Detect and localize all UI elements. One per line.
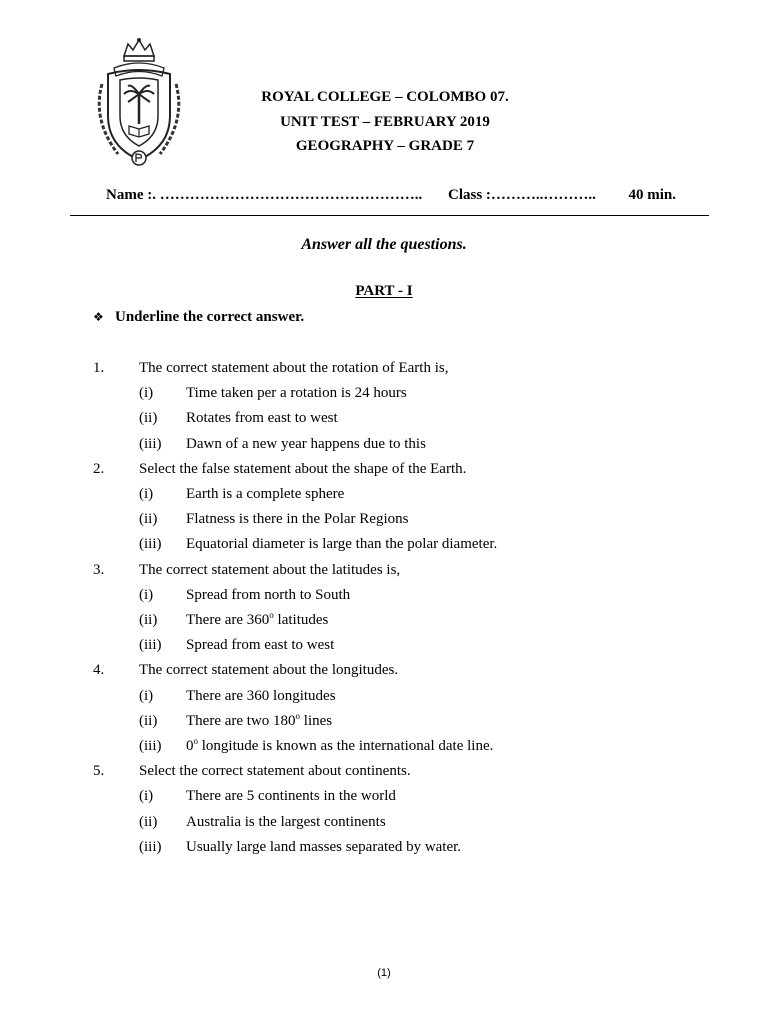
degree-superscript: o bbox=[193, 736, 198, 746]
class-field[interactable]: Class :………..……….. bbox=[448, 187, 596, 203]
option-label: (iii) bbox=[139, 536, 162, 553]
question-text: The correct statement about the longitudes. bbox=[139, 662, 399, 679]
option-label: (i) bbox=[139, 486, 154, 502]
option-text[interactable]: Earth is a complete sphere bbox=[186, 486, 345, 502]
option-text[interactable]: Spread from east to west bbox=[186, 637, 335, 654]
option-text[interactable]: Dawn of a new year happens due to this bbox=[186, 435, 426, 452]
option-label: (ii) bbox=[139, 612, 158, 628]
school-name: ROYAL COLLEGE – COLOMBO 07. bbox=[261, 89, 509, 105]
option-label: (iii) bbox=[139, 637, 162, 654]
option-text[interactable] bbox=[186, 712, 332, 730]
option-text[interactable]: Time taken per a rotation is 24 hours bbox=[186, 385, 407, 402]
question-number: 4. bbox=[93, 662, 105, 679]
part-title-text: PART - I bbox=[355, 283, 413, 299]
question-text: The correct statement about the latitudes is, bbox=[139, 561, 401, 578]
question-number: 1. bbox=[93, 360, 105, 376]
option-label: (iii) bbox=[139, 838, 162, 855]
question-number: 3. bbox=[93, 561, 105, 578]
diamond-bullet-icon: ❖ bbox=[93, 310, 104, 324]
option-text[interactable]: There are 360 longitudes bbox=[186, 687, 336, 704]
option-text-part: longitude is known as the international date line. bbox=[198, 738, 494, 754]
option-text[interactable]: Rotates from east to west bbox=[186, 410, 338, 427]
header-divider bbox=[70, 215, 709, 216]
option-label: (ii) bbox=[139, 511, 158, 528]
task-instruction bbox=[93, 308, 304, 326]
student-info-row bbox=[106, 186, 676, 204]
option-text-part: There are 360 bbox=[186, 612, 270, 628]
option-text[interactable]: Usually large land masses separated by water. bbox=[186, 838, 462, 855]
option-label: (ii) bbox=[139, 712, 158, 729]
task-text: Underline the correct answer. bbox=[115, 309, 305, 325]
question-number: 2. bbox=[93, 460, 105, 477]
option-label: (iii) bbox=[139, 738, 162, 754]
option-text[interactable]: Australia is the largest continents bbox=[186, 813, 386, 830]
subject-title: GEOGRAPHY – GRADE 7 bbox=[295, 138, 475, 154]
page-number: (1) bbox=[377, 967, 391, 979]
option-label: (i) bbox=[139, 687, 154, 704]
test-title: UNIT TEST – FEBRUARY 2019 bbox=[280, 114, 490, 130]
option-text-part: There are two 180 bbox=[186, 712, 296, 729]
option-text[interactable] bbox=[186, 611, 328, 629]
option-label: (i) bbox=[139, 586, 154, 603]
option-text-part: 0 bbox=[186, 738, 194, 754]
option-text[interactable]: Equatorial diameter is large than the polar diameter. bbox=[186, 536, 498, 553]
option-label: (ii) bbox=[139, 410, 158, 427]
instruction: Answer all the questions. bbox=[301, 236, 467, 253]
question-text: Select the correct statement about continents. bbox=[139, 763, 411, 780]
degree-superscript: o bbox=[269, 610, 274, 620]
option-text[interactable]: Spread from north to South bbox=[186, 586, 351, 603]
option-text-part: lines bbox=[300, 712, 333, 729]
option-label: (ii) bbox=[139, 813, 158, 830]
duration: 40 min. bbox=[628, 187, 676, 203]
degree-superscript: o bbox=[295, 710, 301, 721]
question-text: The correct statement about the rotation of Earth is, bbox=[139, 360, 449, 376]
school-crest-logo bbox=[88, 36, 190, 168]
question-number: 5. bbox=[93, 763, 105, 780]
option-text-part: latitudes bbox=[273, 612, 329, 628]
question-text: Select the false statement about the shape of the Earth. bbox=[139, 460, 467, 477]
option-text[interactable]: Flatness is there in the Polar Regions bbox=[186, 511, 409, 528]
part-title bbox=[0, 282, 768, 300]
option-label: (iii) bbox=[139, 435, 162, 452]
option-text[interactable] bbox=[186, 737, 493, 755]
option-label: (i) bbox=[139, 788, 154, 805]
name-field[interactable]: Name :. …………………………………………….. bbox=[106, 187, 423, 203]
option-label: (i) bbox=[139, 385, 154, 402]
option-text[interactable]: There are 5 continents in the world bbox=[186, 788, 396, 805]
